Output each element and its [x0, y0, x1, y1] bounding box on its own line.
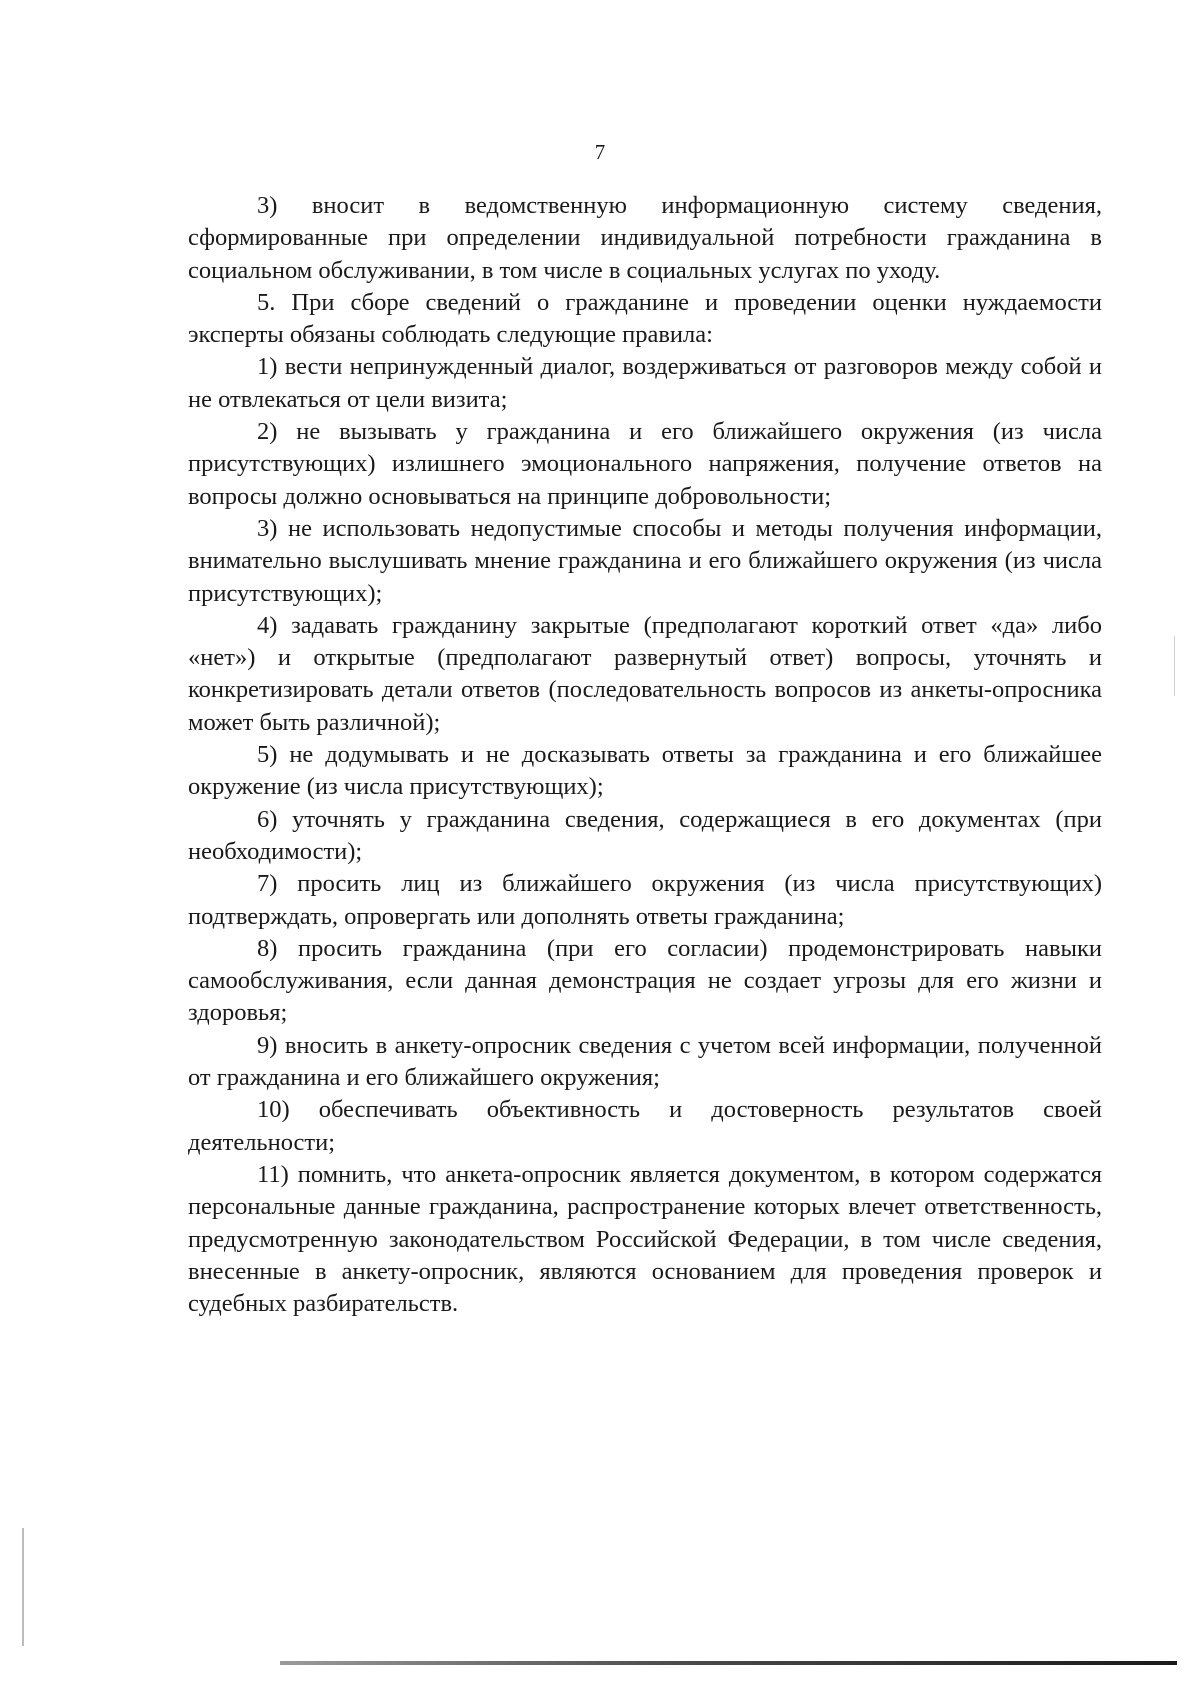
paragraph-rule-8: 8) просить гражданина (при его согласии) продемонстрировать навыки самообслуживания, если данная демонстрация не создает угрозы для его жизни и здоровья; [188, 934, 1102, 1027]
paragraph-rule-11: 11) помнить, что анкета-опросник является документом, в котором содержатся персональные данные гражданина, распространение которых влечет ответственность, предусмотренную законодательством Российской Федерации, в том числе сведения, внесенные в анкету-опросник, являются основанием для проведения проверок и судебных разбирательств. [188, 1160, 1102, 1318]
paragraph-rule-2: 2) не вызывать у гражданина и его ближайшего окружения (из числа присутствующих) излишнего эмоционального напряжения, получение ответов на вопросы должно основываться на принципе добровольности; [188, 418, 1102, 510]
paragraph-rule-4: 4) задавать гражданину закрытые (предполагают короткий ответ «да» либо «нет») и открытые (предполагают развернутый ответ) вопросы, уточнять и конкретизировать детали ответов (последовательность вопросов из анкеты-опросника может быть различной); [188, 611, 1102, 736]
paragraph-rule-1: 1) вести непринужденный диалог, воздерживаться от разговоров между собой и не отвлекаться от цели визита; [188, 353, 1102, 413]
paragraph-rule-9: 9) вносить в анкету-опросник сведения с учетом всей информации, полученной от гражданина и его ближайшего окружения; [188, 1031, 1102, 1092]
scan-edge-mark-left [22, 1528, 24, 1646]
paragraph-rule-7: 7) просить лиц из ближайшего окружения (из числа присутствующих) подтверждать, опровергать или дополнять ответы гражданина; [188, 870, 1102, 930]
paragraph-rule-6: 6) уточнять у гражданина сведения, содержащиеся в его документах (при необходимости); [188, 805, 1102, 865]
document-body [188, 190, 1102, 1320]
paragraph-rule-3: 3) не использовать недопустимые способы и методы получения информации, внимательно выслушивать мнение гражданина и его ближайшего окружения (из числа присутствующих); [188, 514, 1102, 607]
scan-edge-mark-right [1174, 636, 1175, 696]
paragraph-rule-5: 5) не додумывать и не досказывать ответы за гражданина и его ближайшее окружение (из числа присутствующих); [188, 741, 1102, 801]
bottom-scan-rule [280, 1661, 1177, 1665]
page-number: 7 [594, 140, 606, 164]
paragraph-rule-10: 10) обеспечивать объективность и достоверность результатов своей деятельности; [188, 1096, 1102, 1156]
paragraph-item-3-ved-system: 3) вносит в ведомственную информационную систему сведения, сформированные при определении индивидуальной потребности гражданина в социальном обслуживании, в том числе в социальных услугах по уходу. [188, 192, 1102, 284]
paragraph-section-5-rules: 5. При сборе сведений о гражданине и проведении оценки нуждаемости эксперты обязаны соблюдать следующие правила: [188, 288, 1102, 349]
